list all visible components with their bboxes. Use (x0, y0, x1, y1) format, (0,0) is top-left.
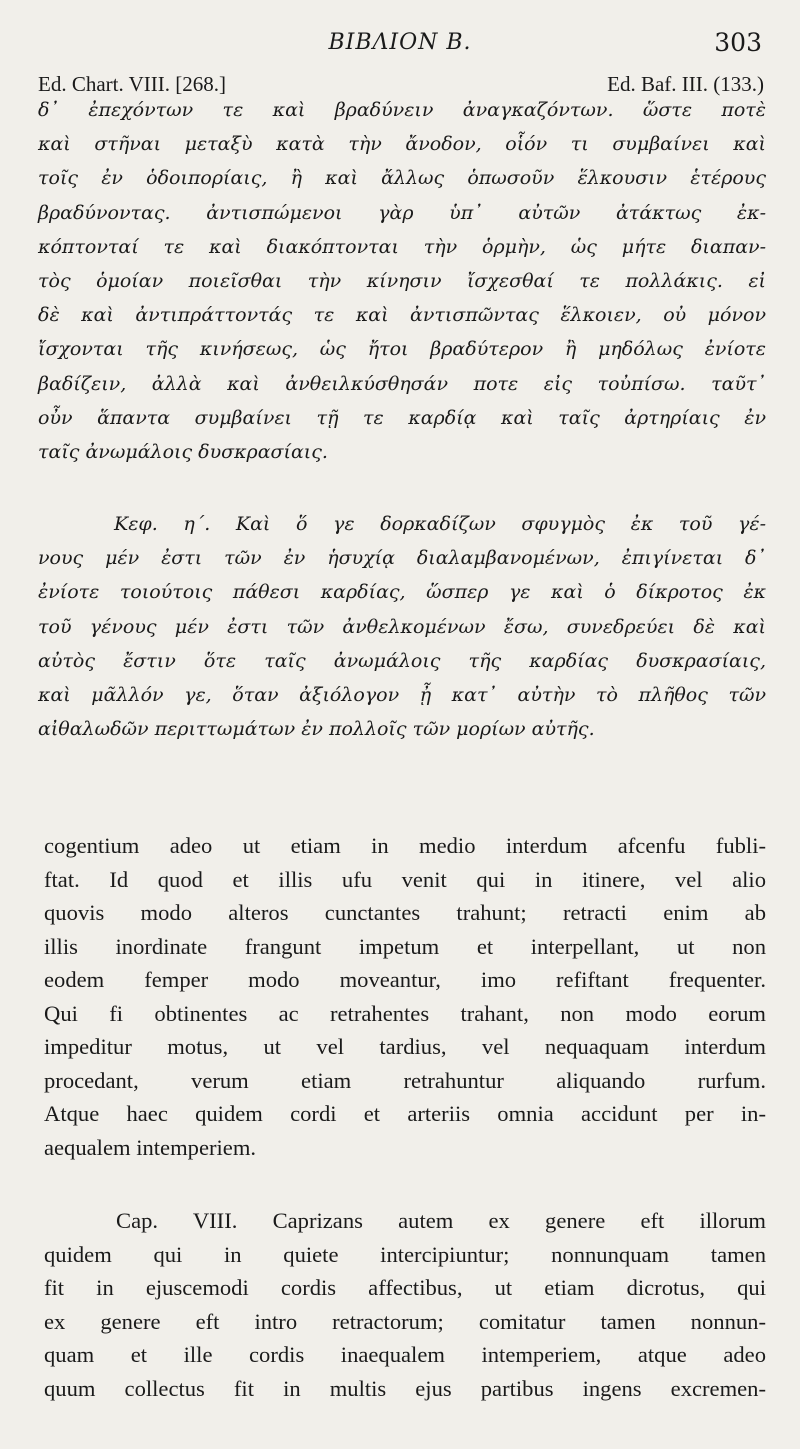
text-line: οὖν ἅπαντα συμβαίνει τῇ τε καρδίᾳ καὶ ταῖς ἀρτηρίαις ἐν (38, 406, 766, 429)
text-line: ftat. Id quod et illis ufu venit qui in itinere, vel alio (44, 866, 766, 892)
latin-paragraph-1 (44, 829, 766, 1164)
text-line: cogentium adeo ut etiam in medio interdum afcenfu fubli- (44, 833, 766, 858)
greek-paragraph-2 (38, 507, 766, 746)
text-line: τὸς ὁμοίαν ποιεῖσθαι τὴν κίνησιν ἴσχεσθαί τε πολλάκις. εἰ (38, 269, 766, 292)
text-line: quam et ille cordis inaequalem intemperiem, atque adeo (44, 1342, 766, 1367)
text-line: βαδίζειν, ἀλλὰ καὶ ἀνθειλκύσθησάν ποτε εἰς τοὐπίσω. ταῦτ᾽ (38, 372, 766, 395)
text-line: νους μέν ἐστι τῶν ἐν ἡσυχίᾳ διαλαμβανομένων, ἐπιγίνεται δ᾽ (38, 547, 766, 570)
text-line: ex genere eft intro retractorum; comitatur tamen nonnun- (44, 1308, 766, 1334)
text-line: δὲ καὶ ἀντιπράττοντάς τε καὶ ἀντισπῶντας ἕλκοιεν, οὐ μόνον (38, 304, 766, 327)
chapter-heading-line: Cap. VIII. Caprizans autem ex genere eft illorum (116, 1208, 766, 1233)
greek-paragraph-1 (38, 93, 766, 469)
edition-reference-basel: Ed. Baf. III. (133.) (607, 72, 764, 96)
text-line: quum collectus fit in multis ejus partibus ingens excremen- (44, 1375, 766, 1401)
text-line: illis inordinate frangunt impetum et interpellant, ut non (44, 933, 766, 959)
text-line: τοῦ γένους μέν ἐστι τῶν ἀνθελκομένων ἔσω, συνεδρεύει δὲ καὶ (38, 615, 766, 638)
text-line: ἐνίοτε τοιούτοις πάθεσι καρδίας, ὥσπερ γε καὶ ὁ δίκροτος ἐκ (38, 581, 766, 604)
text-line: procedant, verum etiam retrahuntur aliquando rurfum. (44, 1067, 766, 1093)
text-line: αὐτὸς ἔστιν ὅτε ταῖς ἀνωμάλοις τῆς καρδίας δυσκρασίαις, (38, 649, 766, 672)
text-line: Qui fi obtinentes ac retrahentes trahant, non modo eorum (44, 1000, 766, 1026)
text-line: Atque haec quidem cordi et arteriis omnia accidunt per in- (44, 1101, 766, 1126)
text-line: δ᾽ ἐπεχόντων τε καὶ βραδύνειν ἀναγκαζόντων. ὥστε ποτὲ (38, 99, 766, 121)
text-line: fit in ejuscemodi cordis affectibus, ut etiam dicrotus, qui (44, 1275, 766, 1300)
text-line: ἴσχονται τῆς κινήσεως, ὡς ἤτοι βραδύτερον ἢ μηδόλως ἐνίοτε (38, 338, 766, 361)
text-line: κόπτονταί τε καὶ διακόπτονται τὴν ὁρμὴν, ὡς μήτε διαπαν- (38, 235, 766, 258)
edition-reference-chartier: Ed. Chart. VIII. [268.] (38, 72, 226, 96)
text-line: αἰθαλωδῶν περιττωμάτων ἐν πολλοῖς τῶν μορίων αὐτῆς. (38, 718, 595, 741)
text-line: ταῖς ἀνωμάλοις δυσκρασίαις. (38, 440, 328, 463)
text-line: καὶ στῆναι μεταξὺ κατὰ τὴν ἄνοδον, οἷόν τι συμβαίνει καὶ (38, 133, 766, 156)
text-line: impeditur motus, ut vel tardius, vel nequaquam interdum (44, 1034, 766, 1059)
text-line: καὶ μᾶλλόν γε, ὅταν ἀξιόλογον ᾖ κατ᾽ αὐτὴν τὸ πλῆθος τῶν (38, 683, 766, 706)
text-line: quovis modo alteros cunctantes trahunt; retracti enim ab (44, 900, 766, 925)
running-title: ΒΙΒΛΙΟΝ Β. (328, 30, 472, 55)
text-line: βραδύνοντας. ἀντισπώμενοι γὰρ ὑπ᾽ αὐτῶν ἀτάκτως ἐκ- (38, 201, 766, 224)
text-line: aequalem intemperiem. (44, 1134, 257, 1160)
text-line: eodem femper modo moveantur, imo refiftant frequenter. (44, 967, 766, 992)
text-line: quidem qui in quiete intercipiuntur; nonnunquam tamen (44, 1241, 766, 1267)
latin-paragraph-2 (44, 1204, 766, 1405)
chapter-heading-line: Κεφ. η΄. Καὶ ὅ γε δορκαδίζων σφυγμὸς ἐκ τοῦ γέ- (114, 513, 766, 535)
page-number: 303 (714, 28, 762, 57)
text-line: τοῖς ἐν ὁδοιπορίαις, ἢ καὶ ἄλλως ὁπωσοῦν ἕλκουσιν ἑτέρους (38, 167, 766, 190)
